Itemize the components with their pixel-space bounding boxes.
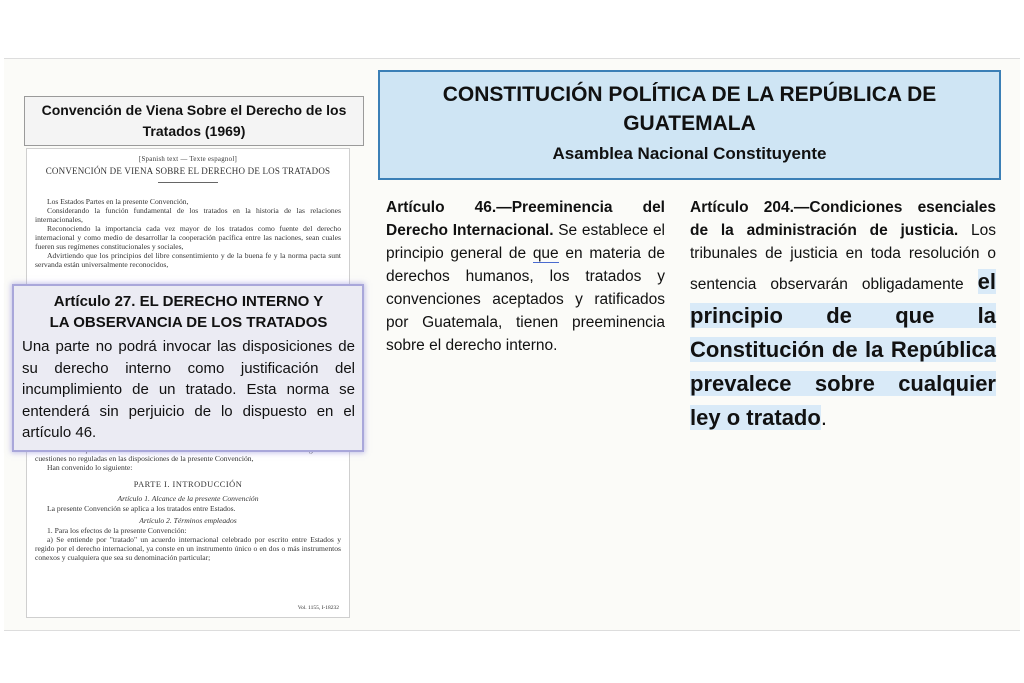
scan-article2-item: 1. Para los efectos de la presente Convención:	[47, 526, 187, 535]
article-46-que: que	[532, 245, 559, 262]
article-27-title-line2: LA OBSERVANCIA DE LOS TRATADOS	[49, 314, 328, 331]
vienna-title-line1: Convención de Viena Sobre el Derecho de los	[41, 102, 347, 118]
constitution-header	[378, 70, 1001, 180]
article-27-title-line1: Artículo 27. EL DERECHO INTERNO Y	[53, 293, 324, 310]
scan-language-label: [Spanish text — Texte espagnol]	[138, 156, 238, 163]
vienna-title-line2: Tratados (1969)	[142, 123, 246, 139]
scan-paragraph: Los Estados Partes en la presente Convención,	[47, 197, 189, 206]
scan-paragraph: Reconociendo la importancia cada vez mayor de los tratados como fuente del derecho internacional y como medio de desarrollar la cooperación pacífica entre las naciones, sean cuales fueren sus regímenes constitucionales y sociales,	[35, 224, 341, 251]
scan-paragraph: cuestiones no reguladas en las disposiciones de la presente Convención,	[35, 454, 254, 463]
article-46	[386, 196, 665, 357]
article-204-end: .	[820, 405, 827, 430]
article-204-emphasis: el principio de que la Constitución de la República prevalece sobre cualquier ley o tratado	[690, 269, 996, 430]
scan-paragraph: Han convenido lo siguiente:	[47, 463, 133, 472]
article-46-text-after: en materia de derechos humanos, los tratados y convenciones aceptados y ratificados por Guatemala, tienen preeminencia sobre el derecho interno.	[386, 245, 665, 354]
scan-paragraph: Advirtiendo que los principios del libre consentimiento y de la buena fe y la norma pacta sunt servanda están universalmente reconocidos,	[35, 251, 341, 269]
scan-paragraph: Considerando la función fundamental de los tratados en la historia de las relaciones internacionales,	[35, 206, 341, 224]
scan-part-heading: PARTE I. INTRODUCCIÓN	[133, 480, 243, 489]
article-27-callout	[12, 284, 364, 452]
scan-footer: Vol. 1155, I-18232	[297, 605, 339, 611]
scan-divider	[158, 182, 218, 183]
constitution-title-line2: GUATEMALA	[623, 112, 756, 135]
article-204-text: Los tribunales de justicia en toda resolución o sentencia observarán obligadamente	[690, 222, 996, 293]
article-204	[690, 196, 996, 435]
vienna-convention-title	[24, 96, 364, 146]
article-204-heading: Artículo 204.—Condiciones esenciales de la administración de justicia.	[690, 199, 996, 239]
scan-article2-title: Artículo 2. Términos empleados	[139, 516, 237, 525]
article-46-text-before: Se establece el principio general de	[386, 222, 666, 262]
scan-article1-text: La presente Convención se aplica a los tratados entre Estados.	[47, 504, 236, 513]
article-27-body: Una parte no podrá invocar las disposiciones de su derecho interno como justificación del incumplimiento de un tratado. Esta norma se entenderá sin perjuicio de lo dispuesto en el artículo 46.	[22, 338, 355, 441]
constitution-title-line1: CONSTITUCIÓN POLÍTICA DE LA REPÚBLICA DE	[442, 83, 937, 106]
scan-article1-title: Artículo 1. Alcance de la presente Convención	[117, 494, 259, 503]
article-46-heading: Artículo 46.—Preeminencia del Derecho Internacional.	[386, 199, 665, 239]
scan-heading: CONVENCIÓN DE VIENA SOBRE EL DERECHO DE LOS TRATADOS	[45, 166, 331, 176]
scan-article2-a: a) Se entiende por "tratado" un acuerdo internacional celebrado por escrito entre Estados y regido por el derecho internacional, ya conste en un instrumento único o en dos o más instrumentos conexos y cualquiera que sea su denominación particular;	[35, 535, 341, 562]
constitution-subtitle: Asamblea Nacional Constituyente	[552, 144, 827, 163]
